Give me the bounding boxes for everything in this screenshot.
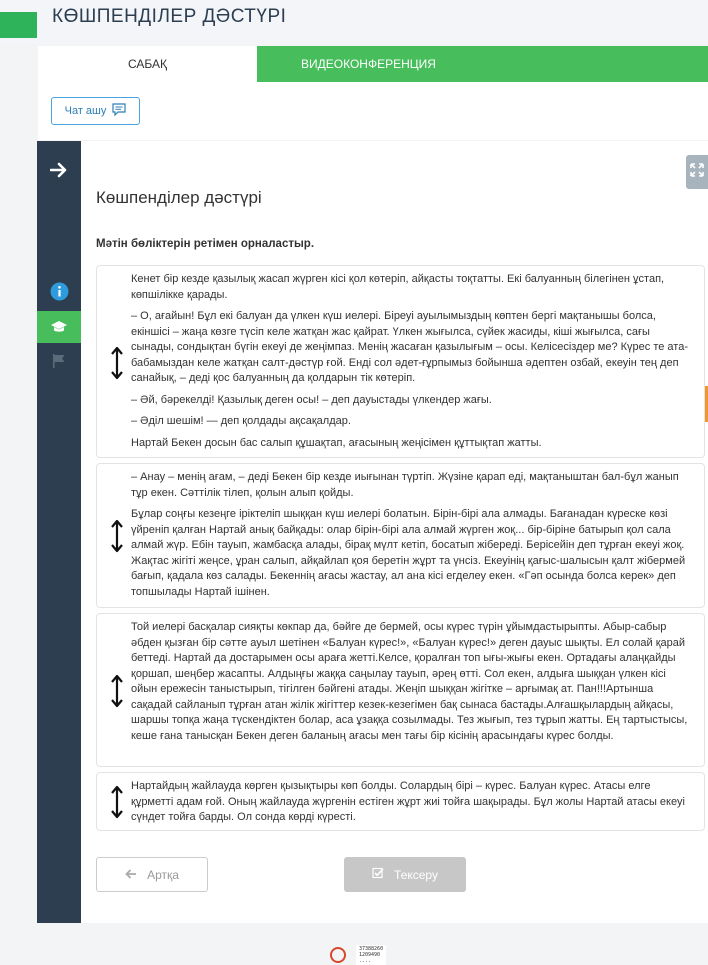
card-paragraph: Бұлар соңғы кезеңге іріктеліп шыққан күш иелері болатын. Бірін-бірі ала алмады. Бағанадан күреске көзі үйреніп қалған Нартай анық байқады: олар бірін-бірі ала алмай жүрген жоқ... бір-біріне батырып қол сала алмай жүр. Ебін тауып, жамбасқа алады, бірақ мүлт кетіп, босатып жібереді. Берісейін деп тұрған екеуі жоқ. Жақтас жігіті жеңсе, ұран салып, айқайлап қоя беретін жұрт та үнсіз. Екеуінің қағыс-шалысын қалт жібермей бағып, қадала көз салады. Бекеннің ағасы жастау, ал ана кісі егделеу екен. «Гәп осында болса керек» деп топшылады Нартай ішінен. bbox=[131, 508, 686, 598]
counter-line: 37388260 bbox=[359, 946, 384, 952]
card-paragraph: – Анау – менің ағам, – деді Бекен бір кезде иығынан түртіп. Жүзіне қарап еді, мақтаныштан бал-бұл жанып тұр екен. Сәттілік тілеп, қолын алып қойды. bbox=[131, 471, 679, 499]
chat-icon bbox=[112, 103, 126, 119]
sortable-card[interactable] bbox=[96, 265, 705, 458]
card-paragraph: – О, ағайын! Бұл екі балуан да үлкен күш иелері. Біреуі ауылымыздың көптен бергі мақтанышы болса, екіншісі – жаңа көзге түсіп келе жатқан жас қайрат. Үлкен жығылса, сүйек жасиды, кіші жығылса, сағы сынады, сондықтан бүгін екеуі де жеңімпаз. Менің жасаған қазылығым – осы. Келісесіздер ме? Күрес те ата-бабамыздан келе жатқан салт-дәстүр ғой. Енді сол әдет-ғұрпымыз бойынша әдептен озбай, екеуін тең деп санайық, – деді қос балуанның да қолдарын тік көтеріп. bbox=[131, 310, 688, 384]
check-button[interactable] bbox=[344, 857, 466, 892]
card-text bbox=[131, 620, 694, 744]
lesson-sidebar bbox=[37, 141, 81, 923]
checkbox-icon bbox=[372, 867, 384, 882]
tab-lesson[interactable]: САБАҚ bbox=[38, 46, 257, 83]
open-chat-button[interactable] bbox=[51, 97, 140, 125]
sortable-card[interactable] bbox=[96, 772, 705, 831]
sortable-card[interactable] bbox=[96, 613, 705, 767]
menu-stub[interactable] bbox=[0, 12, 37, 38]
graduation-cap-icon[interactable] bbox=[37, 311, 81, 343]
card-paragraph: – Әй, бәрекелді! Қазылық деген осы! – деп дауыстады үлкендер жағы. bbox=[131, 393, 492, 406]
counter-line: .... bbox=[359, 958, 372, 964]
arrow-left-icon bbox=[125, 868, 137, 882]
tab-videoconference[interactable]: ВИДЕОКОНФЕРЕНЦИЯ bbox=[257, 46, 708, 82]
counter-line: 1209490 bbox=[359, 952, 381, 958]
card-paragraph: – Әділ шешім! — деп қолдады ақсақалдар. bbox=[131, 415, 351, 427]
task-instruction: Мәтін бөліктерін ретімен орналастыр. bbox=[96, 238, 315, 250]
fullscreen-button[interactable] bbox=[686, 155, 708, 189]
expand-icon bbox=[690, 163, 704, 182]
drag-handle-icon[interactable] bbox=[110, 346, 124, 380]
card-paragraph: Нартай Бекен досын бас салып құшақтап, ағасының жеңісімен құттықтап жатты. bbox=[131, 436, 542, 449]
card-text bbox=[131, 779, 694, 826]
flag-icon[interactable] bbox=[37, 349, 81, 373]
page-footer bbox=[0, 923, 708, 963]
drag-handle-icon[interactable] bbox=[110, 519, 124, 553]
open-chat-label: Чат ашу bbox=[64, 105, 107, 117]
check-button-label: Тексеру bbox=[394, 867, 438, 882]
top-bar bbox=[0, 0, 708, 44]
back-button-label: Артқа bbox=[147, 867, 179, 882]
drag-handle-icon[interactable] bbox=[110, 674, 124, 708]
info-icon[interactable] bbox=[37, 279, 81, 303]
drag-handle-icon[interactable] bbox=[110, 785, 124, 819]
card-paragraph: Нартайдың жайлауда көрген қызықтыры көп болды. Солардың бірі – күрес. Балуан күрес. Атасы елге құрметті адам ғой. Оның жайлауда жүргенін естіген жұрт жиі тойға шақырады. Бұл жолы Нартай атасы екеуі сүндет тойға барды. Ол сонда көрді күресті. bbox=[131, 780, 685, 823]
card-text bbox=[131, 470, 694, 600]
tab-bar bbox=[38, 46, 708, 82]
lesson-title: Көшпенділер дәстүрі bbox=[96, 188, 262, 207]
page-title: КӨШПЕНДІЛЕР ДӘСТҮРІ bbox=[52, 6, 287, 27]
card-paragraph: Той иелері басқалар сияқты көкпар да, бәйге де бермей, осы күрес түрін ұйымдастырыпты. Абыр-сабыр әбден қызған бір сәтте ауыл шетінен «Балуан күрес!», «Балуан күрес!» деген дауыс шықты. Ел солай қарай беттеді. Нартай да достарымен осы араға жетті.Келсе, қоралған топ ығы-жығы екен. Ортадағы алаңқайды қоршап, шеңбер жасапты. Алдыңғы жаққа саңылау тауып, әрең өтті. Сол екен, алдыға шыққан үлкен кісі ойын ережесін таныстырып, тігілген бәйгені атады. Жеңіп шыққан жігітке – арғымақ ат. Пан!!!Артынша сақадай сайланып тұрған атан жілік жігіттер кезек-кезегімен бақ сынаса бастады.Алғашқылардың айқасы, шаршы топқа жаңа түскендіктен болар, аса ұзаққа созылмады. Тез жығып, тез тұрып жатты. Ең тартыстысы, кеше ғана танысқан Бекен деген баланың ағасы мен тағы бір кісінің арасындағы күрес болды. bbox=[131, 621, 688, 742]
sortable-card[interactable] bbox=[96, 463, 705, 608]
arrow-right-icon[interactable] bbox=[37, 159, 81, 181]
card-paragraph: Кенет бір кезде қазылық жасап жүрген кісі қол көтеріп, айқасты тоқтатты. Екі балуанның білегінен ұстап, көпшілікке қарады. bbox=[131, 273, 665, 301]
chat-area bbox=[38, 82, 708, 140]
visit-counter bbox=[356, 945, 386, 965]
card-text bbox=[131, 272, 694, 451]
counter-logo bbox=[330, 947, 346, 963]
back-button[interactable] bbox=[96, 857, 208, 892]
